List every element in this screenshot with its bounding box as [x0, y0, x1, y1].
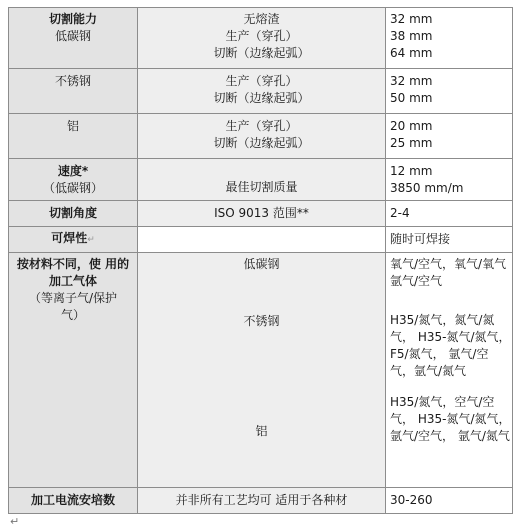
capacity-value-2: 38 mm: [390, 29, 433, 43]
speed-value-1: 12 mm: [390, 164, 433, 178]
gas-value-3: H35/氮气，空气/空气， H35-氮气/氮气，氩气/空气， 氩气/氮气: [390, 395, 511, 443]
capacity-condition-1: 无熔渣: [243, 12, 280, 26]
weldable-label-cell: [9, 227, 138, 253]
aluminum-value-1: 20 mm: [390, 119, 433, 133]
row-capacity: [9, 8, 513, 69]
gas-material-1: 低碳钢: [243, 257, 280, 271]
stainless-condition-2: 切断（边缘起弧）: [213, 91, 310, 105]
aluminum-label-cell: [9, 114, 138, 159]
row-speed: [9, 159, 513, 201]
speed-material: （低碳钢）: [42, 181, 103, 195]
stainless-label-cell: [9, 69, 138, 114]
gases-values-cell: [386, 253, 513, 488]
speed-values-cell: [386, 159, 513, 201]
stainless-value-1: 32 mm: [390, 74, 433, 88]
angle-label: 切割角度: [48, 206, 97, 220]
speed-value-2: 3850 mm/m: [390, 181, 464, 195]
angle-value: 2-4: [390, 206, 410, 220]
angle-value-cell: [386, 201, 513, 227]
capacity-value-3: 64 mm: [390, 46, 433, 60]
paragraph-mark: ↵: [87, 235, 95, 245]
stainless-condition-1: 生产（穿孔）: [225, 74, 298, 88]
stainless-value-2: 50 mm: [390, 91, 433, 105]
aluminum-condition-1: 生产（穿孔）: [225, 119, 298, 133]
capacity-values-cell: [386, 8, 513, 69]
row-current: [9, 488, 513, 514]
stainless-conditions-cell: [138, 69, 386, 114]
capacity-conditions-cell: [138, 8, 386, 69]
aluminum-value-2: 25 mm: [390, 136, 433, 150]
stainless-label: 不锈钢: [54, 74, 91, 88]
speed-label-cell: [9, 159, 138, 201]
capacity-condition-2: 生产（穿孔）: [225, 29, 298, 43]
gases-label: 按材料不同，使 用的加工气体: [16, 257, 130, 288]
row-angle: [9, 201, 513, 227]
row-weldable: [9, 227, 513, 253]
row-stainless: [9, 69, 513, 114]
weldable-label: [9, 230, 137, 249]
spec-table: [8, 7, 513, 514]
stainless-values-cell: [386, 69, 513, 114]
current-value-cell: [386, 488, 513, 514]
speed-label: 速度*: [57, 164, 89, 178]
aluminum-conditions-cell: [138, 114, 386, 159]
current-value: 30-260: [390, 493, 433, 507]
paragraph-end-mark: ↵: [10, 515, 20, 528]
gas-material-2: 不锈钢: [243, 314, 280, 328]
capacity-label: 切割能力: [48, 12, 97, 26]
gas-material-3: 铝: [255, 424, 268, 438]
current-condition: 并非所有工艺均可 适用于各种材: [175, 493, 348, 507]
capacity-material: 低碳钢: [54, 29, 91, 43]
current-label-cell: [9, 488, 138, 514]
current-condition-cell: [138, 488, 386, 514]
row-aluminum: [9, 114, 513, 159]
gas-value-1: 氧气/空气，氧气/氧气 氩气/空气: [390, 257, 507, 288]
weldable-value: 随时可焊接: [390, 232, 451, 246]
aluminum-condition-2: 切断（边缘起弧）: [213, 136, 310, 150]
weldable-value-cell: [386, 227, 513, 253]
row-gases: [9, 253, 513, 488]
weldable-label-text: 可焊性: [51, 231, 88, 245]
current-label: 加工电流安培数: [30, 493, 115, 507]
weldable-condition-cell: [138, 227, 386, 253]
speed-condition-cell: [138, 159, 386, 201]
gas-value-2: H35/氮气，氮气/氮气， H35-氮气/氮气，F5/氮气， 氩气/空气，氩气/氮气: [390, 313, 511, 378]
angle-label-cell: [9, 201, 138, 227]
speed-condition: 最佳切割质量: [225, 180, 298, 194]
angle-condition-cell: [138, 201, 386, 227]
aluminum-label: 铝: [66, 119, 79, 133]
capacity-condition-3: 切断（边缘起弧）: [213, 46, 310, 60]
gases-label-cell: [9, 253, 138, 488]
aluminum-values-cell: [386, 114, 513, 159]
angle-condition: ISO 9013 范围**: [214, 206, 309, 220]
gases-materials-cell: [138, 253, 386, 488]
gases-label-sub: （等离子气/保护气）: [28, 291, 118, 322]
capacity-label-cell: [9, 8, 138, 69]
capacity-value-1: 32 mm: [390, 12, 433, 26]
